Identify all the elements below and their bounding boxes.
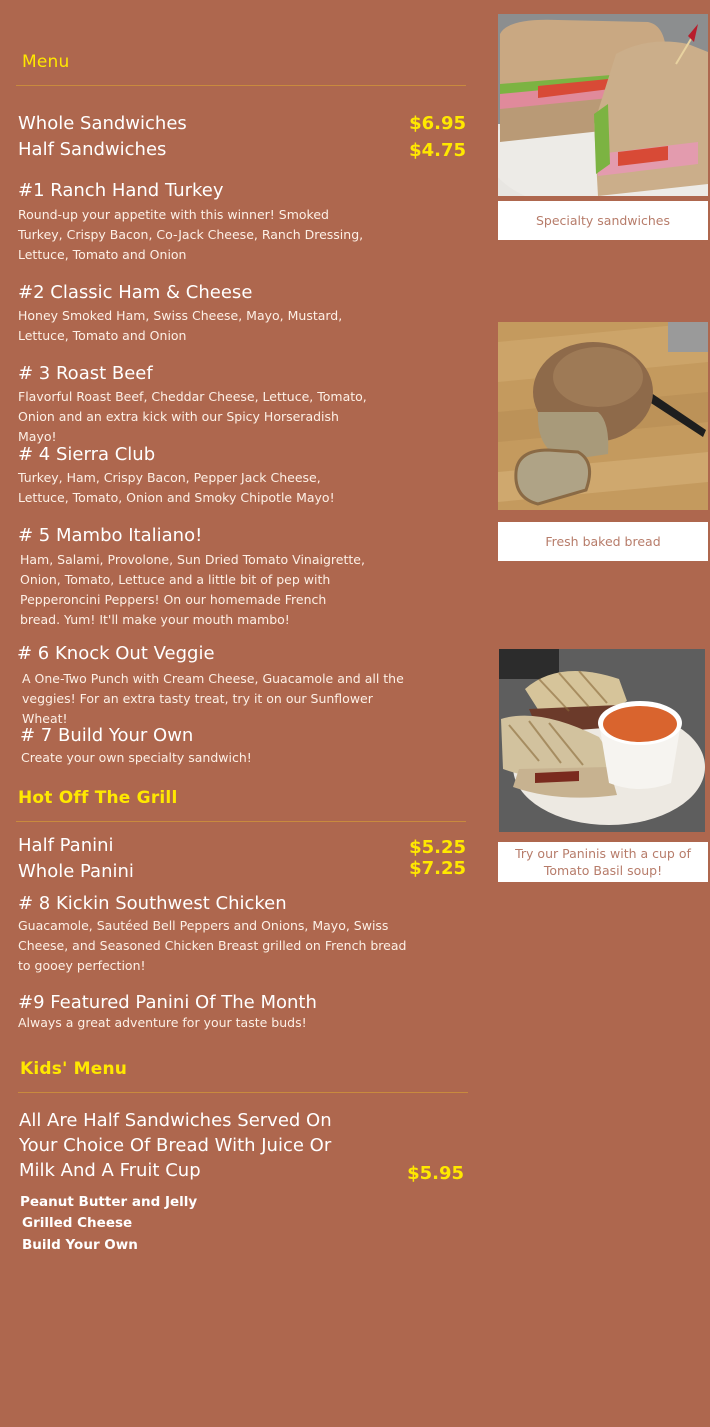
item-3-desc: Flavorful Roast Beef, Cheddar Cheese, Lettuce, Tomato, Onion and an extra kick with our Spicy Horseradish Mayo! (18, 389, 367, 444)
kids-item-grilled-cheese: Grilled Cheese (22, 1215, 133, 1231)
whole-sandwiches-label: Whole Sandwiches (18, 113, 187, 134)
item-9-desc: Always a great adventure for your taste buds! (18, 1015, 307, 1030)
sandwich-photo-icon (498, 14, 708, 196)
half-panini-price: $5.25 (409, 837, 466, 858)
item-6-title: # 6 Knock Out Veggie (17, 643, 215, 664)
bread-photo-icon (498, 322, 708, 510)
half-sandwiches-price: $4.75 (409, 140, 466, 161)
kids-divider (18, 1092, 468, 1093)
whole-panini-label: Whole Panini (18, 861, 134, 882)
item-3-title: # 3 Roast Beef (18, 363, 153, 384)
item-1-desc: Round-up your appetite with this winner! Smoked Turkey, Crispy Bacon, Co-Jack Cheese, Ranch Dressing, Lettuce, Tomato and Onion (18, 207, 364, 262)
item-7-title: # 7 Build Your Own (20, 725, 194, 746)
bread-caption: Fresh baked bread (498, 522, 708, 561)
kids-price: $5.95 (407, 1163, 464, 1184)
item-9-title: #9 Featured Panini Of The Month (18, 992, 317, 1013)
sandwich-caption: Specialty sandwiches (498, 201, 708, 240)
item-5-title: # 5 Mambo Italiano! (18, 525, 203, 546)
item-2-title: #2 Classic Ham & Cheese (18, 282, 253, 303)
item-2-desc: Honey Smoked Ham, Swiss Cheese, Mayo, Mustard, Lettuce, Tomato and Onion (18, 308, 343, 343)
panini-soup-photo-icon (499, 649, 705, 832)
whole-sandwiches-price: $6.95 (409, 113, 466, 134)
menu-section-title: Menu (22, 52, 70, 72)
item-5-desc: Ham, Salami, Provolone, Sun Dried Tomato Vinaigrette, Onion, Tomato, Lettuce and a little bit of pep with Pepperoncini Peppers! On our homemade French bread. Yum! It'll make your mouth mambo! (20, 552, 365, 627)
sandwich-photo (498, 14, 708, 196)
panini-caption: Try our Paninis with a cup of Tomato Basil soup! (498, 842, 708, 882)
item-7-desc: Create your own specialty sandwich! (21, 750, 252, 765)
grill-section-title: Hot Off The Grill (18, 788, 178, 808)
kids-item-pbj: Peanut Butter and Jelly (20, 1194, 198, 1210)
kids-section-title: Kids' Menu (20, 1059, 128, 1079)
item-8-desc: Guacamole, Sautéed Bell Peppers and Onions, Mayo, Swiss Cheese, and Seasoned Chicken Breast grilled on French bread to gooey perfection! (18, 918, 407, 973)
item-1-title: #1 Ranch Hand Turkey (18, 180, 224, 201)
item-4-title: # 4 Sierra Club (18, 444, 156, 465)
item-8-title: # 8 Kickin Southwest Chicken (18, 893, 287, 914)
panini-soup-photo (499, 649, 705, 832)
item-4-desc: Turkey, Ham, Crispy Bacon, Pepper Jack Cheese, Lettuce, Tomato, Onion and Smoky Chipotle Mayo! (18, 470, 335, 505)
kids-item-build-your-own: Build Your Own (22, 1237, 138, 1253)
grill-divider (16, 821, 466, 822)
kids-description: All Are Half Sandwiches Served On Your Choice Of Bread With Juice Or Milk And A Fruit Cup (19, 1110, 332, 1181)
menu-divider (16, 85, 466, 86)
whole-panini-price: $7.25 (409, 858, 466, 879)
half-sandwiches-label: Half Sandwiches (18, 139, 167, 160)
bread-photo (498, 322, 708, 510)
half-panini-label: Half Panini (18, 835, 114, 856)
item-6-desc: A One-Two Punch with Cream Cheese, Guacamole and all the veggies! For an extra tasty treat, try it on our Sunflower Wheat! (22, 671, 404, 726)
